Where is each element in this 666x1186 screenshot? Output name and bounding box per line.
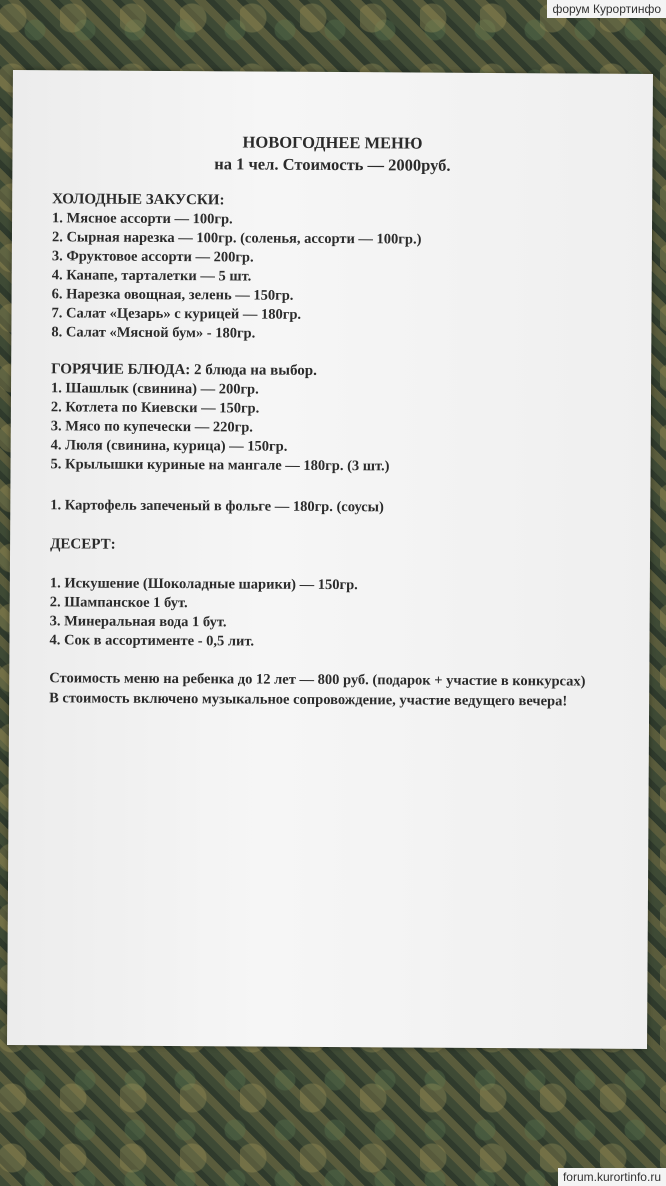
hot-item: 1. Шашлык (свинина) — 200гр. [50, 380, 259, 398]
hot-item: 4. Люля (свинина, курица) — 150гр. [50, 437, 288, 455]
cold-item: 1. Мясное ассорти — 100гр. [52, 210, 233, 228]
dessert-heading: ДЕСЕРТ: [50, 536, 116, 553]
cold-item: 4. Канапе, тарталетки — 5 шт. [51, 267, 252, 285]
cold-item: 7. Салат «Цезарь» с курицей — 180гр. [51, 305, 302, 323]
included-note: В стоимость включено музыкальное сопровождение, участие ведущего вечера! [49, 690, 568, 710]
cold-item: 6. Нарезка овощная, зелень — 150гр. [51, 286, 294, 304]
dessert-list [49, 574, 629, 654]
dessert-item: 2. Шампанское 1 бут. [49, 594, 188, 612]
child-price-note: Стоимость меню на ребенка до 12 лет — 800 руб. (подарок + участие в конкурсах) [49, 670, 586, 690]
side-dish-item: 1. Картофель запеченый в фольге — 180гр. (соусы) [50, 497, 384, 516]
watermark-bottom: forum.kurortinfo.ru [558, 1168, 666, 1186]
hot-item: 2. Котлета по Киевски — 150гр. [50, 399, 260, 417]
hot-dishes-heading: ГОРЯЧИЕ БЛЮДА: 2 блюда на выбор. [51, 361, 317, 379]
cold-item: 2. Сырная нарезка — 100гр. (соленья, ассорти — 100гр.) [51, 229, 422, 248]
dessert-item: 3. Минеральная вода 1 бут. [49, 613, 227, 631]
cold-item: 8. Салат «Мясной бум» - 180гр. [51, 324, 256, 342]
menu-content [49, 130, 633, 712]
hot-item: 5. Крылышки куриные на мангале — 180гр. (3 шт.) [50, 456, 390, 475]
menu-title: НОВОГОДНЕЕ МЕНЮ [242, 132, 423, 153]
watermark-top: форум Курортинфо [547, 0, 666, 18]
menu-sheet [7, 70, 653, 1049]
cold-appetizers-heading: ХОЛОДНЫЕ ЗАКУСКИ: [52, 191, 225, 209]
dessert-item: 1. Искушение (Шоколадные шарики) — 150гр. [49, 575, 358, 594]
cold-item: 3. Фруктовое ассорти — 200гр. [51, 248, 254, 266]
menu-subtitle: на 1 чел. Стоимость — 2000руб. [214, 154, 451, 175]
hot-item: 3. Мясо по купечески — 220гр. [50, 418, 253, 436]
dessert-item: 4. Сок в ассортименте - 0,5 лит. [49, 632, 255, 650]
